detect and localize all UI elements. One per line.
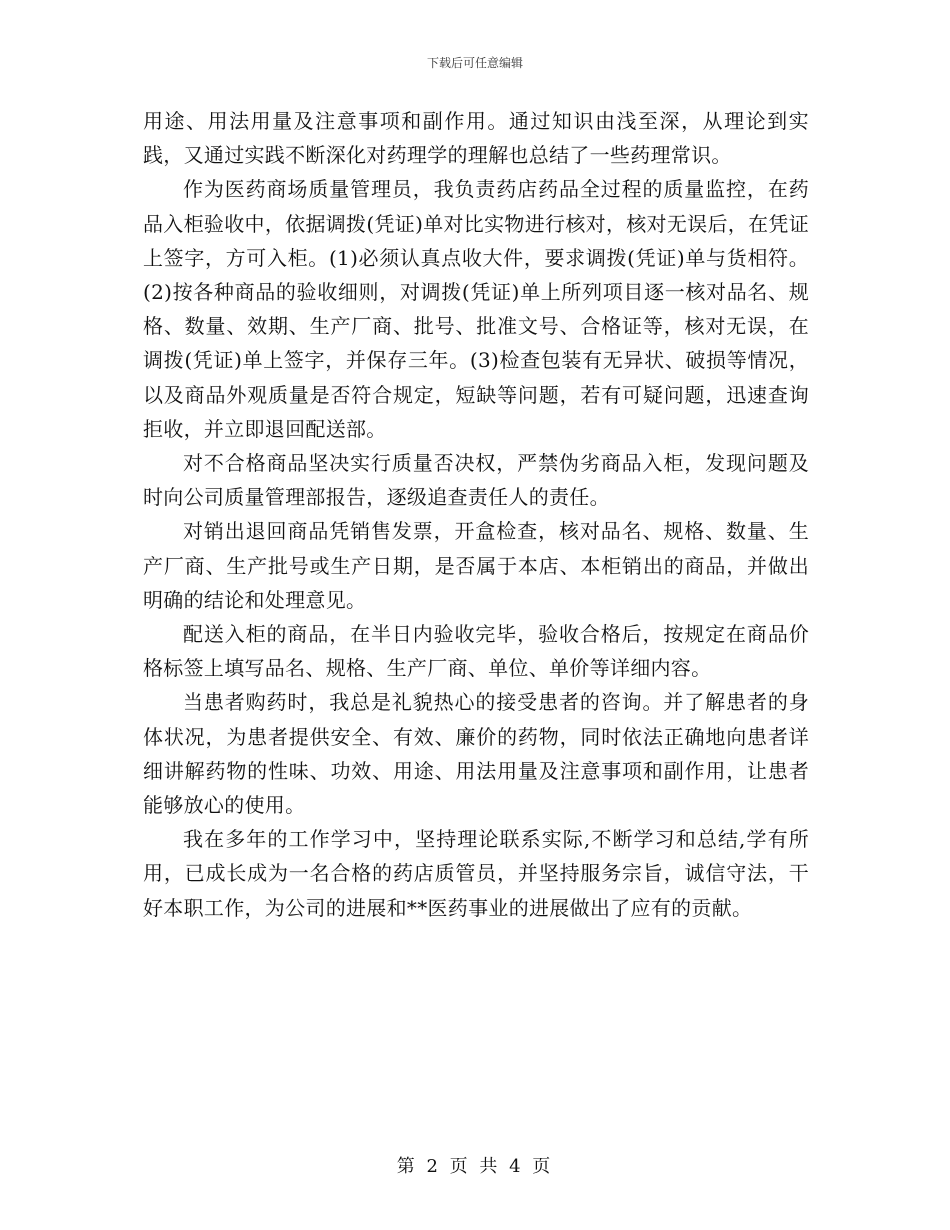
paragraph: 作为医药商场质量管理员，我负责药店药品全过程的质量监控，在药品入柜验收中，依据调拨(凭证)单对比实物进行核对，核对无误后，在凭证上签字，方可入柜。(1)必须认真点收大件，要求调拨(凭证)单与货相符。(2)按各种商品的验收细则，对调拨(凭证)单上所列项目逐一核对品名、规格、数量、效期、生产厂商、批号、批准文号、合格证等，核对无误，在调拨(凭证)单上签字，并保存三年。(3)检查包装有无异状、破损等情况，以及商品外观质量是否符合规定，短缺等问题，若有可疑问题，迅速查询拒收，并立即退回配送部。	[143, 177, 809, 441]
page-header: 下载后可任意编辑	[426, 56, 523, 70]
paragraph: 当患者购药时，我总是礼貌热心的接受患者的咨询。并了解患者的身体状况，为患者提供安全、有效、廉价的药物，同时依法正确地向患者详细讲解药物的性味、功效、用途、用法用量及注意事项和副作用，让患者能够放心的使用。	[143, 690, 809, 818]
page-number-footer: 第 2 页 共 4 页	[396, 1156, 554, 1177]
paragraph: 我在多年的工作学习中，坚持理论联系实际,不断学习和总结,学有所用，已成长成为一名合格的药店质管员，并坚持服务宗旨，诚信守法，干好本职工作，为公司的进展和**医药事业的进展做出了应有的贡献。	[143, 827, 809, 920]
paragraph: 配送入柜的商品，在半日内验收完毕，验收合格后，按规定在商品价格标签上填写品名、规格、生产厂商、单位、单价等详细内容。	[143, 622, 809, 681]
document-body	[143, 104, 809, 925]
paragraph: 对销出退回商品凭销售发票，开盒检查，核对品名、规格、数量、生产厂商、生产批号或生产日期，是否属于本店、本柜销出的商品，并做出明确的结论和处理意见。	[143, 519, 809, 612]
paragraph: 用途、用法用量及注意事项和副作用。通过知识由浅至深，从理论到实践，又通过实践不断深化对药理学的理解也总结了一些药理常识。	[143, 109, 809, 168]
paragraph: 对不合格商品坚决实行质量否决权，严禁伪劣商品入柜，发现问题及时向公司质量管理部报告，逐级追查责任人的责任。	[143, 451, 809, 510]
